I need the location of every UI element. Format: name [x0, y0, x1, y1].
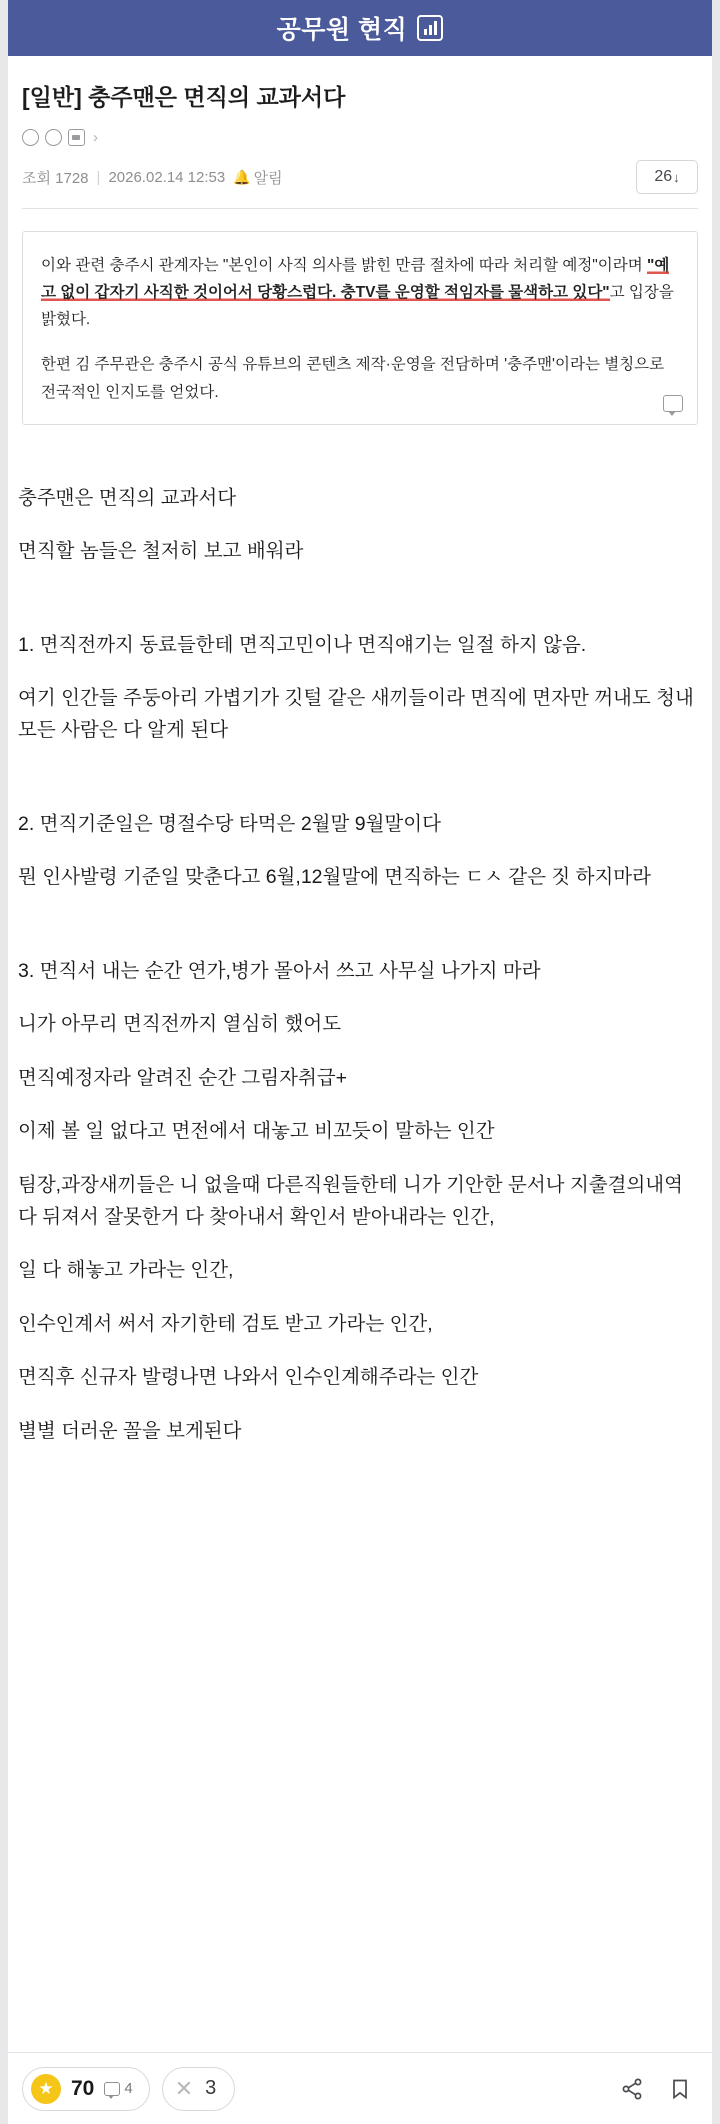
bell-icon: 🔔 [233, 168, 251, 185]
score-badge[interactable] [636, 160, 698, 194]
body-line-1: 면직할 놈들은 철저히 보고 배워라 [18, 540, 304, 563]
body-line-5: 뭔 인사발령 기준일 맞춘다고 6월,12월말에 면직하는 ㄷㅅ 같은 짓 하지마라 [18, 866, 651, 889]
body-line-0: 충주맨은 면직의 교과서다 [18, 486, 237, 509]
body-line-7: 니가 아무리 면직전까지 열심히 했어도 [18, 1013, 342, 1036]
body-line-12: 인수인계서 써서 자기한테 검토 받고 가라는 인간, [18, 1312, 433, 1335]
star-icon: ★ [31, 2074, 61, 2104]
alarm-button[interactable] [233, 167, 282, 188]
like-button[interactable] [22, 2067, 150, 2111]
post-header [0, 56, 720, 209]
share-icon [620, 2077, 644, 2101]
body-line-8: 면직예정자라 알려진 순간 그림자취급+ [18, 1066, 348, 1089]
bookmark-icon [669, 2077, 691, 2101]
down-arrow-icon: ↓ [673, 169, 680, 185]
post-meta [22, 167, 283, 188]
quote-p1-highlight: "예고 없이 갑자기 사직한 것이어서 당황스럽다. 충TV를 운영할 적임자를 물색하고 있다" [41, 257, 670, 302]
circle-outline-icon[interactable] [22, 129, 39, 146]
body-line-4: 2. 면직기준일은 명절수당 타먹은 2월말 9월말이다 [18, 812, 441, 835]
comment-count-chip[interactable] [104, 2080, 132, 2097]
body-line-2: 1. 면직전까지 동료들한테 면직고민이나 면직얘기는 일절 하지 않음. [18, 633, 587, 656]
comment-icon [104, 2082, 120, 2096]
comment-count: 4 [124, 2080, 133, 2097]
quoted-article [22, 231, 698, 425]
quote-paragraph-2: 한편 김 주무관은 충주시 공식 유튜브의 콘텐츠 제작·운영을 전담하며 '충주맨'이라는 별칭으로 전국적인 인지도를 얻었다. [41, 356, 665, 401]
quote-paragraph-1 [41, 252, 679, 333]
body-line-13: 면직후 신규자 발령나면 나와서 인수인계해주라는 인간 [18, 1366, 479, 1389]
left-gutter [0, 0, 8, 2124]
comment-icon[interactable] [663, 395, 683, 412]
chart-bars-icon [417, 15, 443, 41]
body-line-6: 3. 면직서 내는 순간 연가,병가 몰아서 쓰고 사무실 나가지 마라 [18, 959, 541, 982]
body-line-9: 이제 볼 일 없다고 면전에서 대놓고 비꼬듯이 말하는 인간 [18, 1120, 495, 1143]
body-line-3: 여기 인간들 주둥아리 가볍기가 깃털 같은 새끼들이라 면직에 면자만 꺼내도 청내 모든 사람은 다 알게 된다 [18, 687, 694, 741]
right-gutter [712, 0, 720, 2124]
body-line-14: 별별 더러운 꼴을 보게된다 [18, 1419, 242, 1442]
share-button[interactable] [614, 2071, 650, 2107]
app-header [0, 0, 720, 56]
post-body [0, 425, 720, 1448]
post-meta-row [22, 160, 698, 209]
page-title: [일반] 충주맨은 면직의 교과서다 [22, 84, 346, 110]
body-line-10: 팀장,과장새끼들은 니 없을때 다른직원들한테 니가 기안한 문서나 지출결의내역 다 뒤져서 잘못한거 다 찾아내서 확인서 받아내라는 인간, [18, 1174, 683, 1228]
dislike-button[interactable] [162, 2067, 236, 2111]
post-date: 2026.02.14 12:53 [108, 168, 226, 186]
chevron-right-icon[interactable]: › [93, 129, 98, 147]
reaction-row[interactable] [22, 129, 698, 146]
circle-outline-icon-2[interactable] [45, 129, 62, 146]
quote-p1-pre: 이와 관련 충주시 관계자는 "본인이 사직 의사를 밝힌 만큼 절차에 따라 처리할 예정"이라며 [41, 257, 648, 275]
note-square-icon[interactable] [68, 129, 85, 146]
bottom-action-bar [8, 2052, 712, 2124]
bookmark-button[interactable] [662, 2071, 698, 2107]
x-mark-icon: ✕ [174, 2075, 194, 2101]
alarm-label: 알림 [253, 169, 283, 187]
dislike-count: 3 [205, 2077, 217, 2099]
app-title: 공무원 현직 [276, 16, 408, 44]
view-count: 조회 1728 [22, 169, 89, 187]
meta-separator: | [96, 168, 101, 186]
quote-p1-post: 고 입장을 밝혔다. [41, 284, 674, 329]
like-count: 70 [71, 2076, 95, 2100]
body-line-11: 일 다 해놓고 가라는 인간, [18, 1259, 234, 1282]
score-value: 26 [654, 168, 673, 186]
